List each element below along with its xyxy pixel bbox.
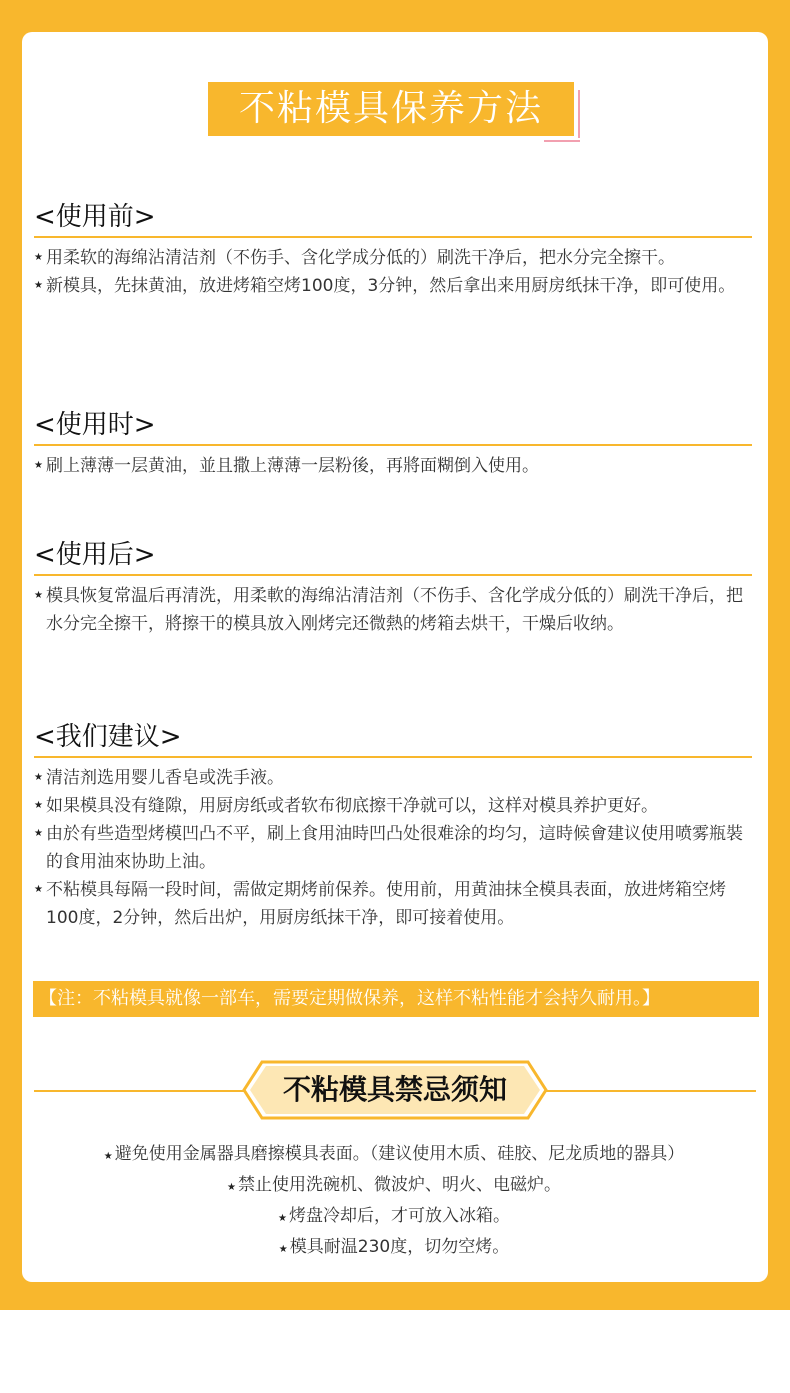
taboo-divider-left	[34, 1090, 244, 1092]
list-item	[34, 1202, 754, 1233]
section-heading: <使用后>	[34, 540, 156, 570]
star-icon: ★	[227, 1182, 236, 1193]
list-item-text: 避免使用金属器具磨擦模具表面。（建议使用木质、硅胶、尼龙质地的器具）	[114, 1144, 685, 1164]
section-divider	[34, 444, 752, 446]
star-icon: ★	[34, 828, 43, 839]
star-icon: ★	[278, 1244, 288, 1255]
taboo-heading-badge	[240, 1058, 550, 1122]
list-item-text: 如果模具没有缝隙，用厨房纸或者软布彻底擦干净就可以，这样对模具养护更好。	[46, 796, 658, 816]
star-icon: ★	[278, 1213, 287, 1224]
list-item-text: 烤盘冷却后，才可放入冰箱。	[288, 1206, 510, 1226]
list-item	[34, 452, 754, 480]
star-icon: ★	[34, 590, 43, 601]
taboo-divider-right	[546, 1090, 756, 1092]
list-item	[34, 1140, 754, 1171]
list-item-text: 用柔软的海绵沾清洁剂（不伤手、含化学成分低的）刷洗干净后，把水分完全擦干。	[46, 248, 675, 268]
star-icon: ★	[34, 800, 43, 811]
list-item	[34, 1171, 754, 1202]
section-before-use	[34, 200, 754, 300]
list-item	[34, 764, 754, 792]
list-item-text: 清洁剂选用婴儿香皂或洗手液。	[46, 768, 284, 788]
taboo-list	[34, 1140, 754, 1264]
section-heading: <使用前>	[34, 202, 156, 232]
list-item-text: 不粘模具每隔一段时间，需做定期烤前保养。使用前，用黄油抹全模具表面，放进烤箱空烤100度，2分钟，然后出炉，用厨房纸抹干净，即可接着使用。	[46, 880, 726, 928]
list-item-text: 刷上薄薄一层黄油，並且撒上薄薄一层粉後，再將面糊倒入使用。	[46, 456, 539, 476]
section-divider	[34, 574, 752, 576]
list-item	[34, 1233, 754, 1264]
page-title: 不粘模具保养方法	[208, 82, 574, 136]
taboo-title: 不粘模具禁忌须知	[282, 1073, 507, 1106]
list-item-text: 模具恢复常温后再清洗，用柔軟的海绵沾清洁剂（不伤手、含化学成分低的）刷洗干净后，把水分完全擦干，將擦干的模具放入刚烤完还微熱的烤箱去烘干，干燥后收纳。	[46, 586, 743, 634]
section-during-use	[34, 408, 754, 480]
note-banner: 【注：不粘模具就像一部车，需要定期做保养，这样不粘性能才会持久耐用。】	[33, 981, 759, 1017]
list-item-text: 由於有些造型烤模凹凸不平，刷上食用油時凹凸处很难涂的均匀，這時候會建议使用喷雾瓶裝的食用油來协助上油。	[46, 824, 743, 872]
star-icon: ★	[34, 460, 43, 471]
section-heading: <我们建议>	[34, 722, 182, 752]
list-item	[34, 272, 754, 300]
star-icon: ★	[34, 252, 43, 263]
list-item	[34, 244, 754, 272]
list-item-text: 新模具，先抹黄油，放进烤箱空烤100度，3分钟，然后拿出来用厨房纸抹干净，即可使用。	[46, 276, 736, 296]
list-item	[34, 820, 754, 876]
star-icon: ★	[34, 884, 43, 895]
list-item	[34, 582, 754, 638]
section-suggestions	[34, 720, 754, 932]
list-item-text: 禁止使用洗碗机、微波炉、明火、电磁炉。	[237, 1175, 561, 1195]
star-icon: ★	[34, 772, 43, 783]
section-heading: <使用时>	[34, 410, 156, 440]
title-corner-decoration-line	[544, 140, 580, 142]
section-divider	[34, 756, 752, 758]
section-after-use	[34, 538, 754, 638]
list-item	[34, 876, 754, 932]
star-icon: ★	[34, 280, 43, 291]
list-item-text: 模具耐温230度，切勿空烤。	[289, 1237, 510, 1257]
title-corner-decoration	[578, 90, 580, 138]
star-icon: ★	[103, 1151, 113, 1162]
list-item	[34, 792, 754, 820]
section-divider	[34, 236, 752, 238]
